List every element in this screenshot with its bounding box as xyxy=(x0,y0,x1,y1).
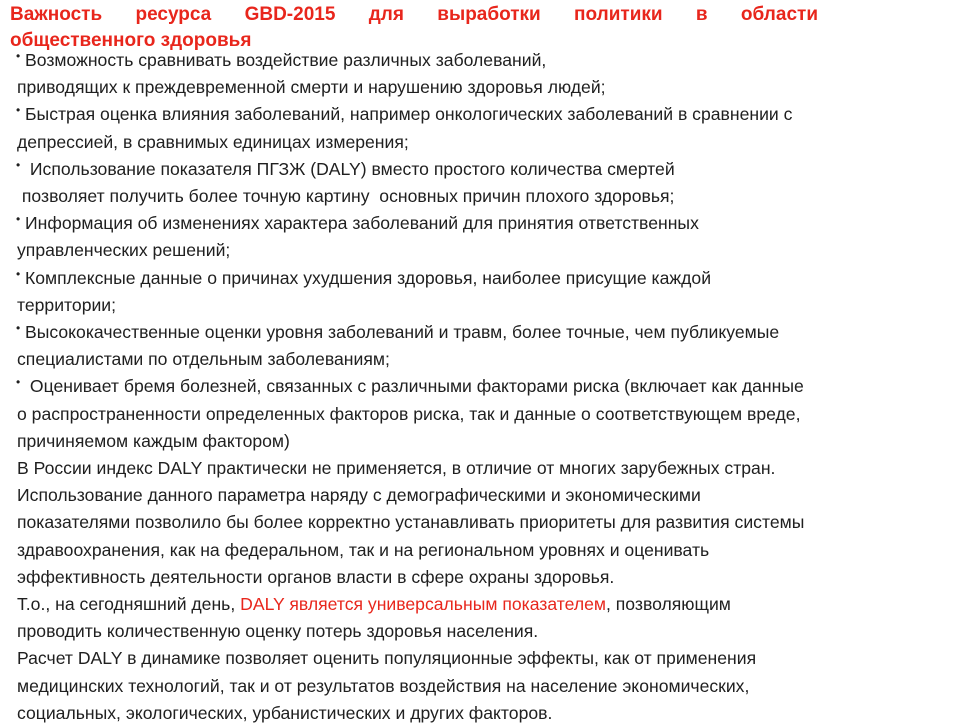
bullet-text-line: депрессией, в сравнимых единицах измерения; xyxy=(17,131,409,152)
slide-title-line2: общественного здоровья xyxy=(10,30,252,51)
bullet-text-line: о распространенности определенных факторов риска, так и данные о соответствующем вреде, xyxy=(17,403,801,424)
bullet-dot: • xyxy=(16,212,21,227)
bullet-text-line: территории; xyxy=(17,294,117,315)
bullet-dot: • xyxy=(16,157,21,172)
bullet-item xyxy=(17,265,947,319)
bullet-text-line: приводящих к преждевременной смерти и нарушению здоровья людей; xyxy=(17,77,606,98)
bullet-text-line: Быстрая оценка влияния заболеваний, например онкологических заболеваний в сравнении с xyxy=(25,104,793,125)
slide-body xyxy=(17,47,947,727)
dynamics-paragraph xyxy=(17,645,947,727)
bullet-text-line: Возможность сравнивать воздействие различных заболеваний, xyxy=(25,50,547,70)
bullet-item xyxy=(17,156,947,210)
bullet-dot: • xyxy=(16,49,21,63)
bullet-item xyxy=(17,101,947,155)
paragraph-line: проводить количественную оценку потерь здоровья населения. xyxy=(17,621,539,642)
paragraph-line xyxy=(17,591,947,618)
bullet-text-line: Информация об изменениях характера заболеваний для принятия ответственных xyxy=(25,213,699,234)
paragraph-line: показателями позволило бы более корректно устанавливать приоритеты для развития системы xyxy=(17,512,805,533)
bullet-text-line: управленческих решений; xyxy=(17,240,231,261)
bullet-text-line: причиняемом каждым фактором) xyxy=(17,430,290,451)
paragraph-line: медицинских технологий, так и от результатов воздействия на население экономических, xyxy=(17,675,750,696)
paragraph-line: эффективность деятельности органов власти в сфере охраны здоровья. xyxy=(17,566,615,587)
bullet-item xyxy=(17,373,947,455)
russia-paragraph xyxy=(17,455,947,591)
bullet-text-line: специалистами по отдельным заболеваниям; xyxy=(17,349,390,370)
bullet-text-line: позволяет получить более точную картину основных причин плохого здоровья; xyxy=(17,186,675,207)
daly-highlight: DALY является универсальным показателем xyxy=(240,594,606,615)
conclusion-prefix: Т.о., на сегодняшний день, xyxy=(17,594,241,615)
bullet-dot: • xyxy=(16,375,21,390)
paragraph-line: Расчет DALY в динамике позволяет оценить популяционные эффекты, как от применения xyxy=(17,648,757,669)
paragraph-line: Использование данного параметра наряду с демографическими и экономическими xyxy=(17,485,701,506)
slide-title-line1: Важность ресурса GBD-2015 для выработки политики в области xyxy=(10,4,818,25)
bullet-text-line: Оценивает бремя болезней, связанных с различными факторами риска (включает как данные xyxy=(25,376,804,397)
bullet-dot: • xyxy=(16,103,21,118)
bullet-text-line: Использование показателя ПГЗЖ (DALY) вместо простого количества смертей xyxy=(25,158,675,179)
bullet-dot: • xyxy=(16,266,21,281)
bullet-text-line: Комплексные данные о причинах ухудшения здоровья, наиболее присущие каждой xyxy=(25,267,712,288)
paragraph-line: В России индекс DALY практически не применяется, в отличие от многих зарубежных стран. xyxy=(17,458,776,479)
paragraph-line: социальных, экологических, урбанистических и других факторов. xyxy=(17,702,553,723)
bullet-item xyxy=(17,210,947,264)
conclusion-suffix: , позволяющим xyxy=(605,594,731,615)
bullet-dot: • xyxy=(16,321,21,336)
bullet-text-line: Высококачественные оценки уровня заболеваний и травм, более точные, чем публикуемые xyxy=(25,322,780,343)
paragraph-line: здравоохранения, как на федеральном, так и на региональном уровнях и оценивать xyxy=(17,539,710,560)
bullet-item xyxy=(17,47,947,101)
bullet-item xyxy=(17,319,947,373)
conclusion-paragraph xyxy=(17,591,947,645)
